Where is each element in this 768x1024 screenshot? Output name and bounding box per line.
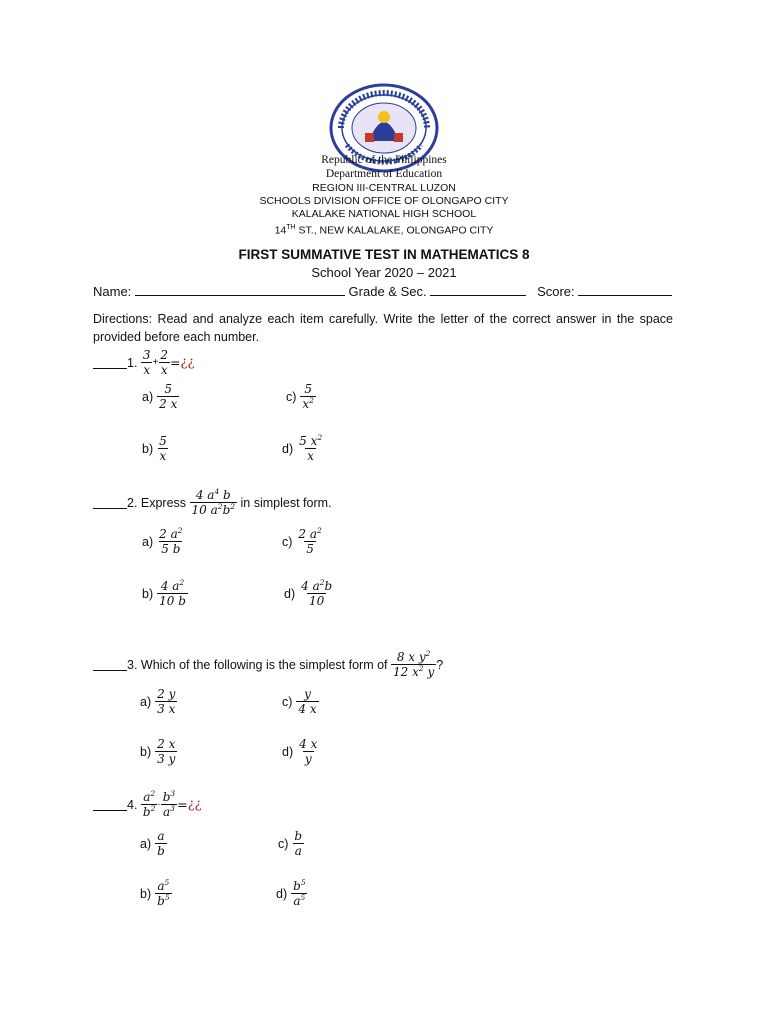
answer-blank-3[interactable] (93, 658, 127, 671)
question-3: 3. Which of the following is the simplest form of $\frac{8 x y^2}{12 x^2 y}$ ? (93, 650, 443, 679)
answer-blank-2[interactable] (93, 496, 127, 509)
grade-blank[interactable] (430, 284, 526, 296)
name-label: Name: (93, 284, 132, 299)
score-label: Score: (537, 284, 575, 299)
q4-option-a[interactable]: a) $\frac{a}{b}$ (140, 829, 165, 858)
q1-option-a[interactable]: a) $\frac{5}{2 x}$ (142, 382, 178, 411)
q1-junk: ¿¿ (180, 355, 195, 370)
grade-label: Grade & Sec. (348, 284, 427, 299)
student-info-row (93, 284, 672, 299)
q2-expression: $\frac{4 a^4 b}{10 a^2b^2}$ (191, 487, 236, 517)
q3-option-a[interactable]: a) $\frac{2 y}{3 x}$ (140, 687, 176, 716)
q1-option-b[interactable]: b) $\frac{5}{x}$ (142, 434, 167, 463)
q4-term1: $\frac{a^2}{b^2}$ (142, 789, 156, 819)
answer-blank-4[interactable] (93, 798, 127, 811)
answer-blank-1[interactable] (93, 356, 127, 369)
question-1: 1. $\frac{3}{x}$ + $\frac{2}{x}$ = ¿¿ (93, 348, 194, 377)
q2-option-c[interactable]: c) $\frac{2 a^2}{5}$ (282, 526, 322, 556)
test-title: FIRST SUMMATIVE TEST IN MATHEMATICS 8 (238, 247, 530, 262)
q4-option-b[interactable]: b) $\frac{a^5}{b^5}$ (140, 878, 170, 908)
q3-option-c[interactable]: c) $\frac{y}{4 x}$ (282, 687, 317, 716)
q2-option-d[interactable]: d) $\frac{4 a^2b}{10}$ (284, 578, 333, 608)
q4-junk: ¿¿ (187, 797, 202, 812)
directions: Directions: Read and analyze each item carefully. Write the letter of the correct answer in the space provided before each number. (93, 312, 673, 344)
q3-expression: $\frac{8 x y^2}{12 x^2 y}$ (393, 649, 435, 679)
q2-option-a[interactable]: a) $\frac{2 a^2}{5 b}$ (142, 526, 183, 556)
header-school: KALALAKE NATIONAL HIGH SCHOOL (291, 208, 477, 220)
q4-option-c[interactable]: c) $\frac{b}{a}$ (278, 829, 303, 858)
q1-term1: $\frac{3}{x}$ (142, 348, 151, 377)
q4-option-d[interactable]: d) $\frac{b^5}{a^5}$ (276, 878, 306, 908)
header-address: 14TH ST., NEW KALALAKE, OLONGAPO CITY (274, 224, 494, 237)
header-republic: Republic of the Philippines (321, 154, 447, 166)
header-division: SCHOOLS DIVISION OFFICE OF OLONGAPO CITY (259, 195, 509, 207)
q2-option-b[interactable]: b) $\frac{4 a^2}{10 b}$ (142, 578, 186, 608)
header-department: Department of Education (325, 168, 443, 180)
question-4: 4. $\frac{a^2}{b^2}$ · $\frac{b^3}{a^3}$ = ¿¿ (93, 790, 202, 819)
school-year: School Year 2020 – 2021 (311, 265, 457, 280)
score-blank[interactable] (578, 284, 672, 296)
question-2: 2. Express $\frac{4 a^4 b}{10 a^2b^2}$ in simplest form. (93, 488, 332, 517)
q3-option-b[interactable]: b) $\frac{2 x}{3 y}$ (140, 737, 176, 766)
name-blank[interactable] (135, 284, 345, 296)
q1-term2: $\frac{2}{x}$ (160, 348, 169, 377)
header-region: REGION III-CENTRAL LUZON (312, 182, 456, 194)
q1-option-d[interactable]: d) $\frac{5 x^2}{x}$ (282, 433, 323, 463)
q1-option-c[interactable]: c) $\frac{5}{x^2}$ (286, 382, 314, 411)
q3-option-d[interactable]: d) $\frac{4 x}{y}$ (282, 737, 318, 766)
q4-term2: $\frac{b^3}{a^3}$ (162, 789, 176, 819)
